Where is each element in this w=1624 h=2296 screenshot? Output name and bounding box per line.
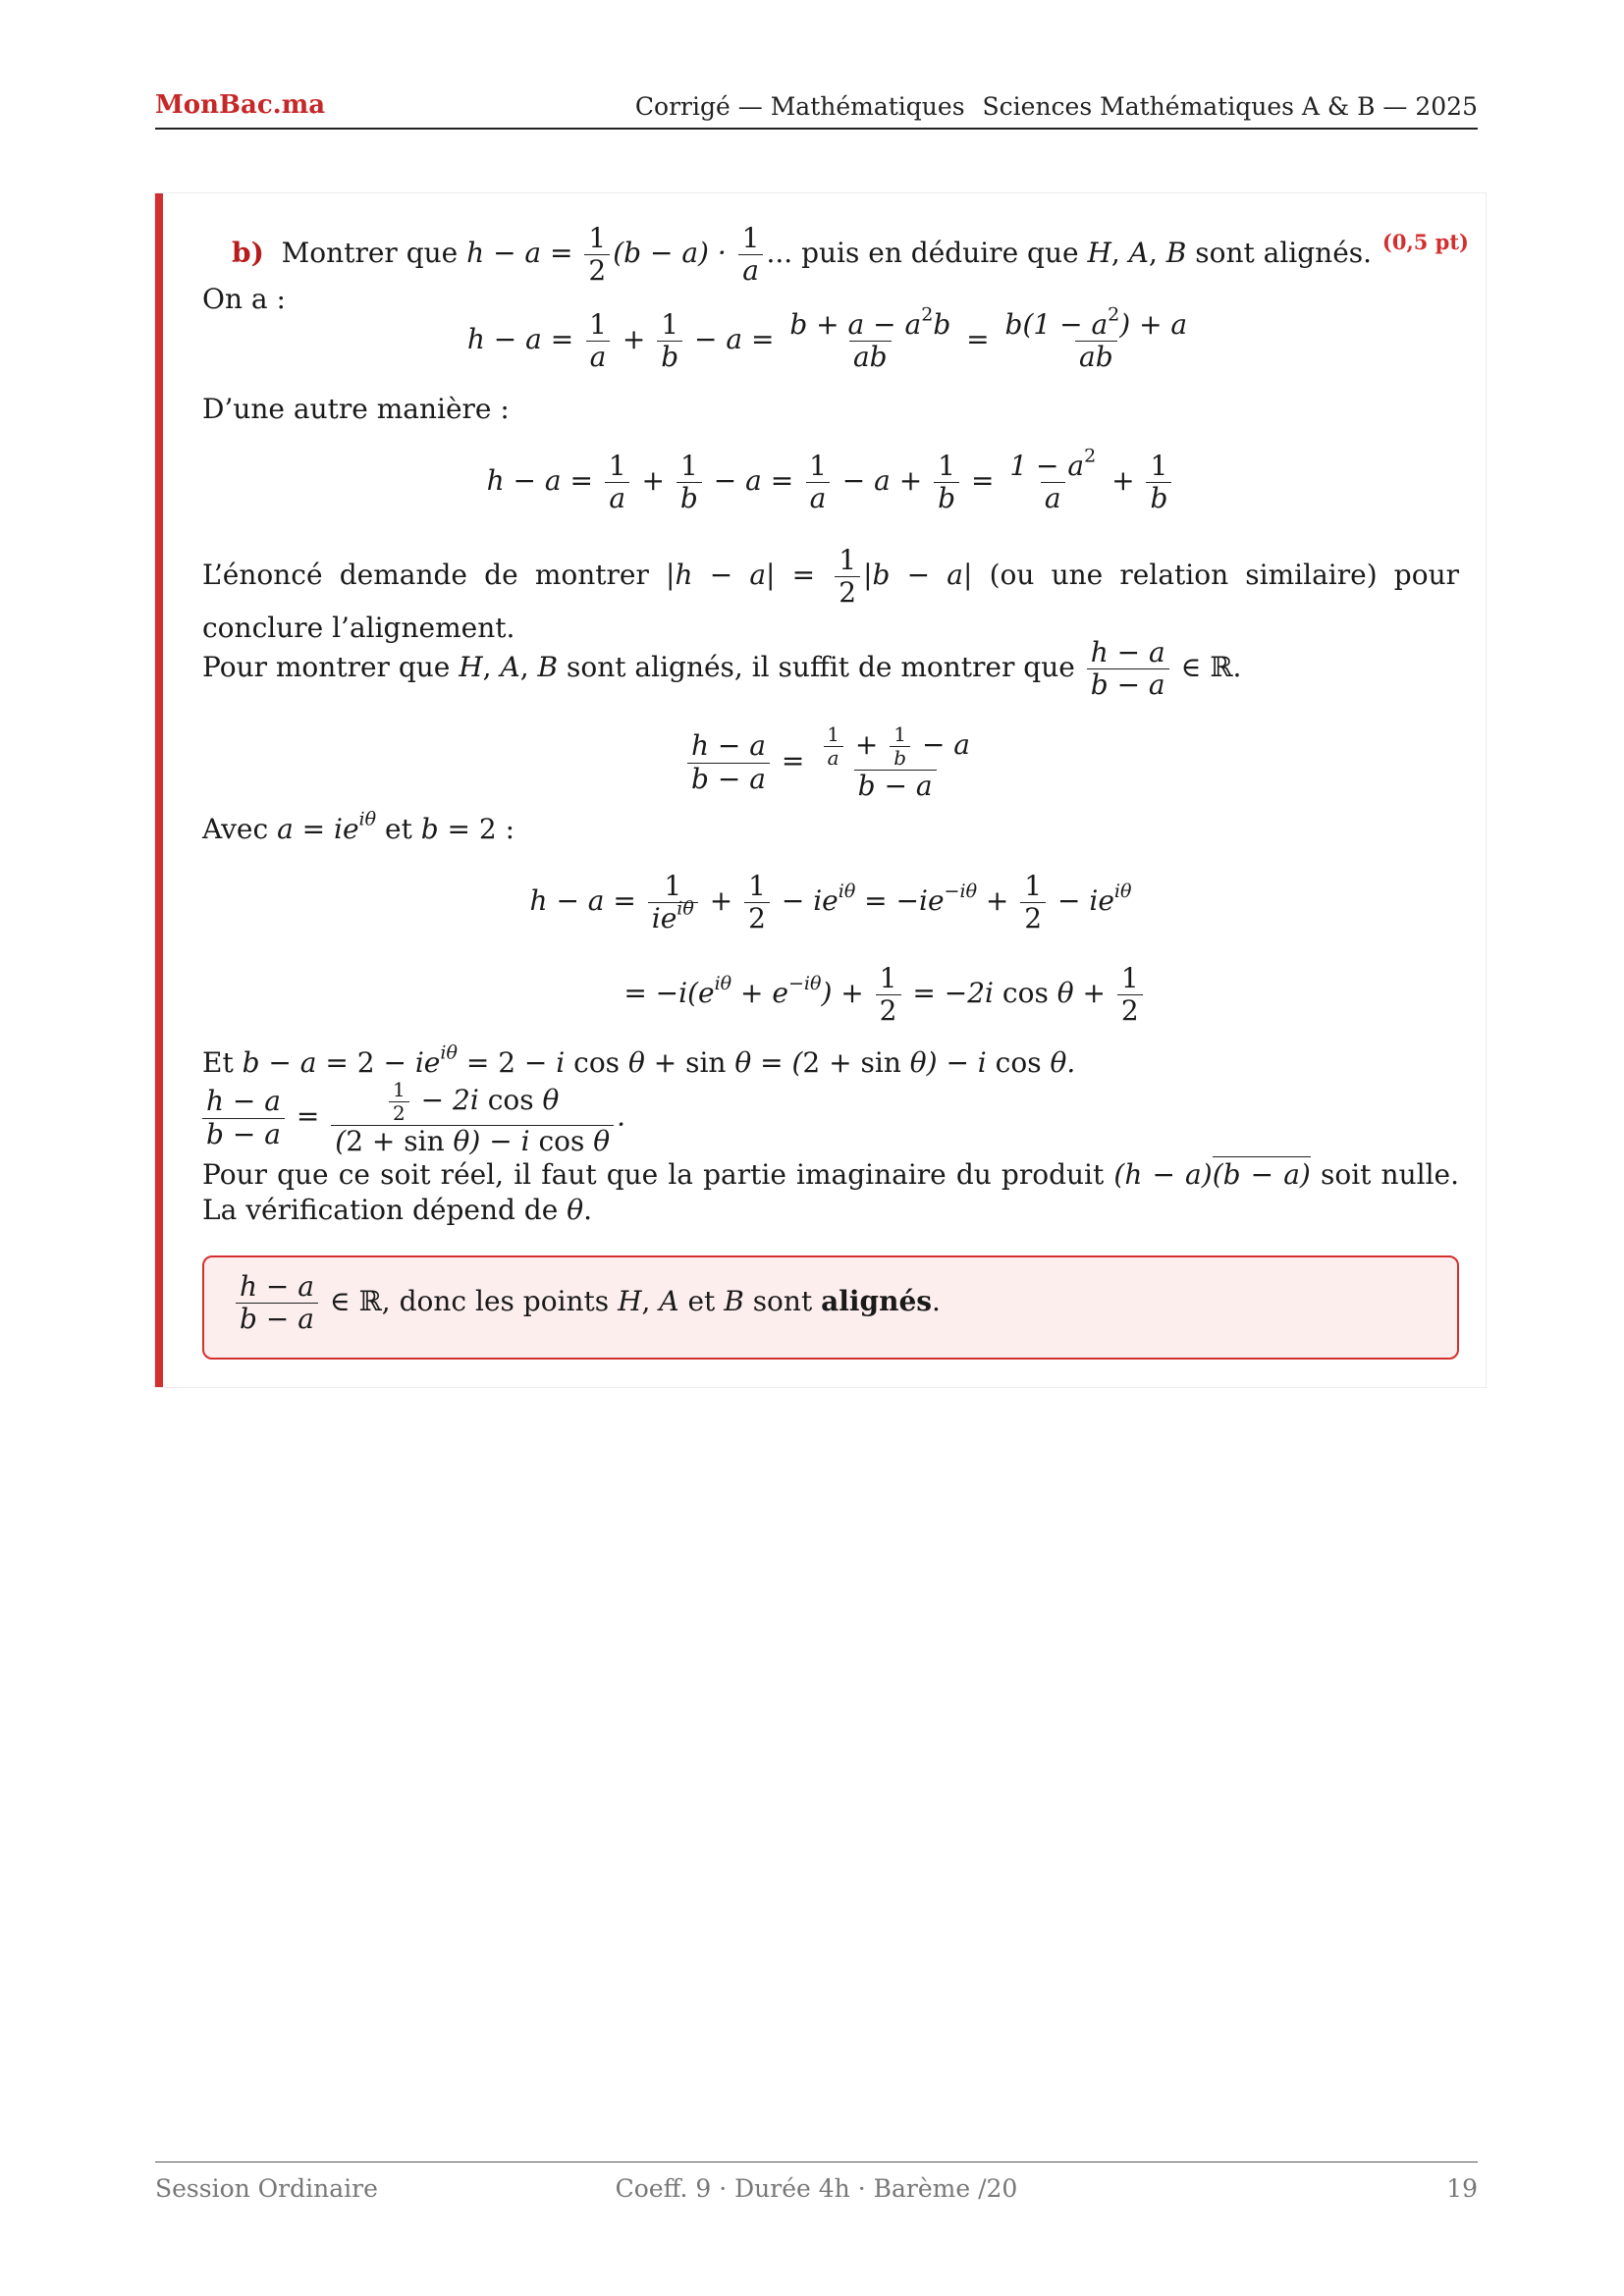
conclusion-box <box>202 1255 1459 1360</box>
pour-que-paragraph: Pour que ce soit réel, il faut que la partie imaginaire du produit (h − a)(b − a) soit nulle. La vérification dépend de θ. <box>202 1158 1460 1226</box>
question-text-middle: ... puis en déduire que <box>766 237 1079 270</box>
pour-que-text: Pour que ce soit réel, il faut que la partie imaginaire du produit <box>202 1158 1105 1191</box>
enonce-paragraph: L’énoncé demande de montrer |h − a| = $\frac{1}{2}$ |b − a| (ou une relation similaire) pour conclure l’alignement. <box>202 544 1459 645</box>
conclusion-et: et <box>687 1285 716 1318</box>
header-subject <box>635 92 1478 121</box>
brand-logo-text: MonBac.ma <box>155 90 326 120</box>
enonce-text-2: (ou une relation similaire) pour conclure l’alignement. <box>202 559 1459 645</box>
page-header <box>155 90 1478 130</box>
question-formula: h − a = $\frac{1}{2}$ (b − a) · $\frac{1}{a}$ <box>466 237 766 269</box>
conclusion-bold: alignés <box>821 1285 933 1318</box>
enonce-text-1: L’énoncé demande de montrer <box>202 559 649 592</box>
soit-nulle-text: soit nulle. La vérification dépend de <box>202 1158 1460 1226</box>
question-text-prefix: Montrer que <box>281 237 459 270</box>
conclusion-text: , donc les points <box>381 1285 610 1318</box>
pour-montrer-text: Pour montrer que <box>202 651 451 684</box>
question-label: b) <box>232 237 264 270</box>
conclusion-sont: sont <box>752 1285 813 1318</box>
conclusion-content: $\frac{h - a}{b - a}$ ∈ ℝ, donc les points H, A et B sont alignés. <box>236 1271 941 1335</box>
points-badge: (0,5 pt) <box>1381 230 1469 254</box>
header-track-label: Sciences Mathématiques A & B — 2025 <box>982 92 1478 121</box>
autre-maniere-text: D’une autre manière : <box>202 393 510 425</box>
period-text: . <box>583 1194 592 1226</box>
footer-session: Session Ordinaire <box>155 2174 378 2203</box>
page-number: 19 <box>1446 2174 1478 2203</box>
header-subject-label: Corrigé — Mathématiques <box>634 92 965 121</box>
page-footer <box>155 2162 1478 2212</box>
et-prefix-text: Et <box>202 1046 234 1079</box>
et-b-minus-a-line: Et $b - a = 2 - ie^{i\theta} = 2 - i$ cos θ + sin θ = (2 + sin θ) − i cos θ. <box>202 1041 1076 1079</box>
pour-montrer-text-2: sont alignés, il suffit de montrer que <box>567 651 1075 684</box>
colon-text: : <box>505 813 515 845</box>
et-text: et <box>385 813 412 845</box>
on-a-text: On a : <box>202 283 286 315</box>
footer-info: Coeff. 9 · Durée 4h · Barème /20 <box>615 2174 1018 2203</box>
pour-montrer-line: Pour montrer que H, A, B sont alignés, il suffit de montrer que $\frac{h - a}{b - a}$ ∈ ℝ. <box>202 636 1242 702</box>
exercise-card: b) Montrer que h − a = $\frac{1}{2}$ (b − a) · $\frac{1}{a}$ ... puis en déduire que H, A, B sont alignés. (0,5 pt) On a : h − a = $\frac{1}{a}$ + $\frac{1}{b}$ − a = $\frac{b + a - a^2b}{ab}$ = $\frac{b(1 - a^2) + a}{ab}$ D’une autre manière : h − a = $\frac{1}{a}$ + $\frac{1}{b}$ − a = $\frac{1}{a}$ − a + $\frac{1}{b}$ = $\frac{1 - a^2}{a}$ + $\frac{1}{b}$ L’énoncé demande de montrer |h − a| = $\frac{1}{2}$ |b − a| (ou une relation similaire) pour conclure l’alignement. Pour montrer que H, A, B sont alignés, il suffit de montrer que $\frac{h - a}{b - a}$ ∈ ℝ. $\frac{h - a}{b - a}$ = $\frac{1}{a}$ + $\frac{1}{b}$ − a b − a Avec $a = ie^{i\theta}$ et b = 2 : h − a = $\frac{1}{ie^{i\theta}}$ + $\frac{1}{2}$ − $ie^{i\theta} = -ie^{-i\theta}$ + $\frac{1}{2}$ − $ie^{i\theta}$ = $-i(e^{i\theta} + e^{-i\theta})$ + $\frac{1}{2}$ = −2i cos θ + $\frac{1}{2}$ Et $b - a = 2 - ie^{i\theta} = 2 - i$ cos θ + sin θ = (2 + sin θ) − i cos θ. $\frac{h - a}{b - a}$ = $\frac{1}{2}$ − 2i cos θ (2 + sin θ) − i cos θ . Pour que ce soit réel, il faut que la partie imaginaire du produit (h − a)(b − a) soit nulle. La vérification dépend de θ. $\frac{h - a}{b - a}$ ∈ ℝ, donc les points H, A et B sont alignés. <box>155 193 1486 1387</box>
avec-line: Avec $a = ie^{i\theta}$ et b = 2 : <box>202 808 515 845</box>
question-text-suffix: sont alignés. <box>1195 237 1373 270</box>
conclusion-end: . <box>932 1285 941 1318</box>
avec-text: Avec <box>202 813 269 845</box>
